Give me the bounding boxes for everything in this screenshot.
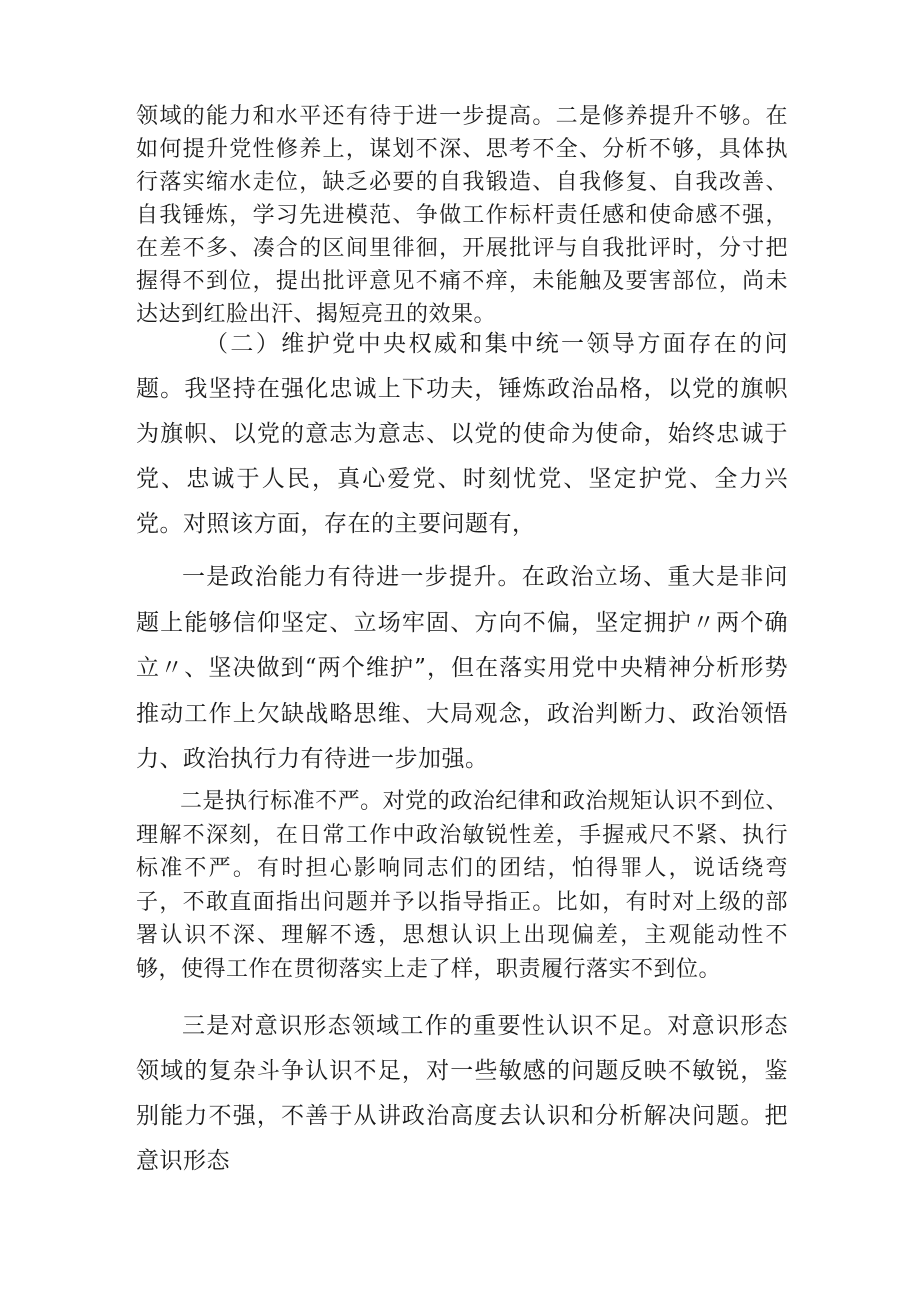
paragraph-issue-three: 三是对意识形态领域工作的重要性认识不足。对意识形态领域的复杂斗争认识不足，对一些敏感的问题反映不敏锐，鉴别能力不强，不善于从讲政治高度去认识和分析解决问题。把意识形态: [136, 1013, 788, 1174]
paragraph-section-two: （二）维护党中央权威和集中统一领导方面存在的问题。我坚持在强化忠诚上下功夫，锤炼政治品格，以党的旗帜为旗帜、以党的意志为意志、以党的使命为使命，始终忠诚于党、忠诚于人民，真心爱党、时刻忧党、坚定护党、全力兴党。对照该方面，存在的主要问题有，: [136, 331, 788, 537]
paragraph-issue-one: 一是政治能力有待进一步提升。在政治立场、重大是非问题上能够信仰坚定、立场牢固、方向不偏，坚定拥护〃两个确立〃、坚决做到“两个维护”，但在落实用党中央精神分析形势推动工作上欠缺战略思维、大局观念，政治判断力、政治领悟力、政治执行力有待进一步加强。: [136, 564, 788, 772]
paragraph-issue-two: 二是执行标准不严。对党的政治纪律和政治规矩认识不到位、理解不深刻，在日常工作中政治敏锐性差，手握戒尺不紧、执行标准不严。有时担心影响同志们的团结，怕得罪人，说话绕弯子，不敢直面指出问题并予以指导指正。比如，有时对上级的部署认识不深、理解不透，思想认识上出现偏差，主观能动性不够，使得工作在贯彻落实上走了样，职责履行落实不到位。: [136, 789, 788, 982]
paragraph-continuation: 领域的能力和水平还有待于进一步提高。二是修养提升不够。在如何提升党性修养上，谋划不深、思考不全、分析不够，具体执行落实缩水走位，缺乏必要的自我锻造、自我修复、自我改善、自我锤炼，学习先进模范、争做工作标杆责任感和使命感不强，在差不多、凑合的区间里徘徊，开展批评与自我批评时，分寸把握得不到位，提出批评意见不痛不痒，未能触及要害部位，尚未达达到红脸出汗、揭短亮丑的效果。: [136, 104, 788, 327]
